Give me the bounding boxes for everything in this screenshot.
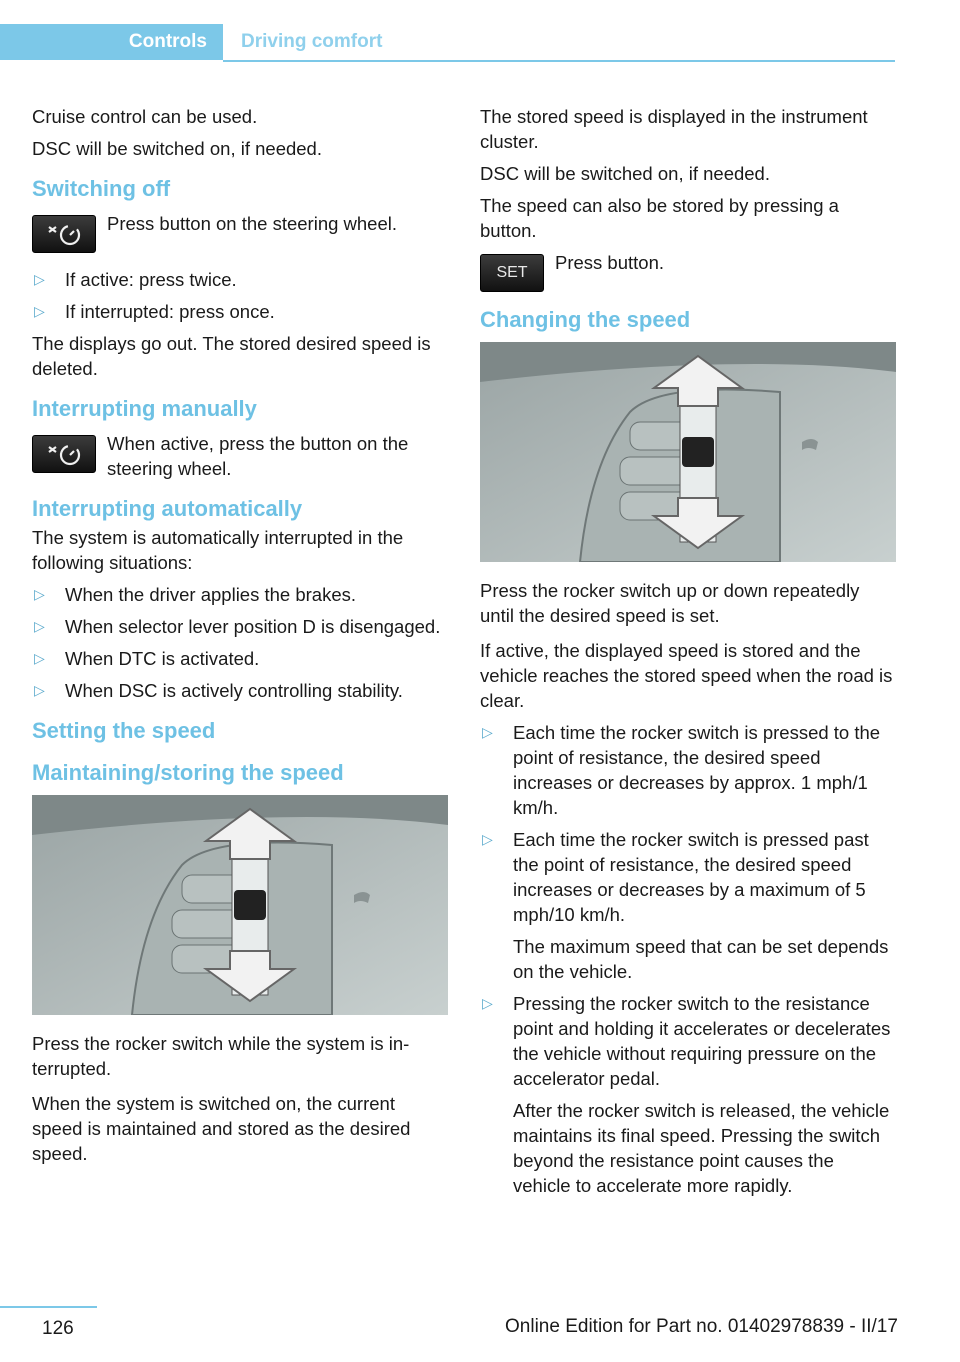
triangle-bullet-icon: ▷ [34, 682, 45, 698]
list-item: ▷ When DSC is actively controlling stability. [34, 680, 403, 701]
list-item-note: After the rocker switch is released, the vehicle maintains its final speed. Pressing the switch beyond the resistance point causes the vehicle to accelerate more rapidly. [513, 1100, 890, 1196]
edition-note: Online Edition for Part no. 01402978839 - II/17 [505, 1316, 898, 1337]
left-column [32, 104, 448, 1173]
triangle-bullet-icon: ▷ [482, 724, 493, 740]
header-rule [223, 60, 895, 62]
triangle-bullet-icon: ▷ [34, 618, 45, 634]
paragraph: DSC will be switched on, if needed. [480, 163, 770, 184]
steering-wheel-rocker-image [480, 342, 896, 562]
triangle-bullet-icon: ▷ [34, 271, 45, 287]
list-item: ▷ Each time the rocker switch is pressed to the point of resistance, the desired speed increases or decreases by approx. 1 mph/1 km/h. [482, 722, 881, 818]
section-title: Controls [128, 31, 207, 52]
paragraph: The stored speed is displayed in the instrument cluster. [480, 106, 868, 152]
cruise-control-button-icon [32, 435, 96, 473]
page-number: 126 [42, 1318, 74, 1339]
paragraph: When the system is switched on, the current speed is maintained and stored as the desired speed. [32, 1093, 411, 1164]
paragraph: If active, the displayed speed is stored and the vehicle reaches the stored speed when the road is clear. [480, 640, 893, 711]
list-item: ▷ When the driver applies the brakes. [34, 584, 357, 605]
footer-rule [0, 1306, 97, 1308]
triangle-bullet-icon: ▷ [34, 303, 45, 319]
triangle-bullet-icon: ▷ [482, 995, 493, 1011]
bullet-list [32, 267, 448, 324]
page-header [0, 24, 895, 62]
heading-switching-off: Switching off [32, 176, 171, 201]
list-item: ▷ If active: press twice. [34, 269, 237, 290]
paragraph: Cruise control can be used. [32, 106, 258, 127]
cruise-control-button-icon [32, 215, 96, 253]
list-item: ▷ When DTC is activated. [34, 648, 260, 669]
triangle-bullet-icon: ▷ [482, 831, 493, 847]
triangle-bullet-icon: ▷ [34, 586, 45, 602]
subsection-title: Driving comfort [241, 31, 383, 52]
triangle-bullet-icon: ▷ [34, 650, 45, 666]
section-tab [0, 24, 223, 60]
list-item: ▷ When selector lever position D is disengaged. [34, 616, 441, 637]
paragraph: Press the rocker switch while the system is interrupted. [32, 1033, 410, 1079]
icon-instruction-text: When active, press the button on the steering wheel. [107, 433, 409, 479]
heading-interrupt-manual: Interrupting manually [32, 396, 257, 421]
list-item: ▷ If interrupted: press once. [34, 301, 275, 322]
paragraph: The speed can also be stored by pressing a button. [480, 195, 839, 241]
list-item: ▷ Pressing the rocker switch to the resistance point and holding it accelerates or decelerates the vehicle without requiring pressure on the accelerator pedal. After the rocker switch is released, the vehicle maintains its final speed. Pressing the switch beyond the resistance point causes the vehicle to accelerate more rapidly. [480, 991, 896, 1198]
steering-wheel-rocker-image [32, 795, 448, 1015]
list-item-note: The maximum speed that can be set depends on the vehicle. [513, 936, 889, 982]
heading-interrupt-auto: Interrupting automatically [32, 496, 303, 521]
heading-setting-speed: Setting the speed [32, 718, 216, 743]
bullet-list [32, 582, 448, 703]
icon-instruction [480, 250, 896, 292]
paragraph: DSC will be switched on, if needed. [32, 138, 322, 159]
icon-instruction [32, 431, 448, 481]
icon-instruction-text: Press button. [555, 252, 665, 273]
paragraph: The displays go out. The stored desired speed is deleted. [32, 333, 431, 379]
heading-maintaining-speed: Maintaining/storing the speed [32, 760, 344, 785]
right-column [480, 104, 896, 1205]
paragraph: The system is automatically interrupted in the following situations: [32, 527, 404, 573]
icon-instruction [32, 211, 448, 253]
heading-changing-speed: Changing the speed [480, 307, 691, 332]
paragraph: Press the rocker switch up or down repeatedly until the desired speed is set. [480, 580, 860, 626]
bullet-list [480, 720, 896, 1198]
list-item: ▷ Each time the rocker switch is pressed past the point of resistance, the desired speed increases or decreases by a maximum of 5 mph/10 km/h. The maximum speed that can be set depends on the vehicle. [480, 827, 896, 984]
icon-instruction-text: Press button on the steering wheel. [107, 213, 398, 234]
set-button-icon: SET [480, 254, 544, 292]
